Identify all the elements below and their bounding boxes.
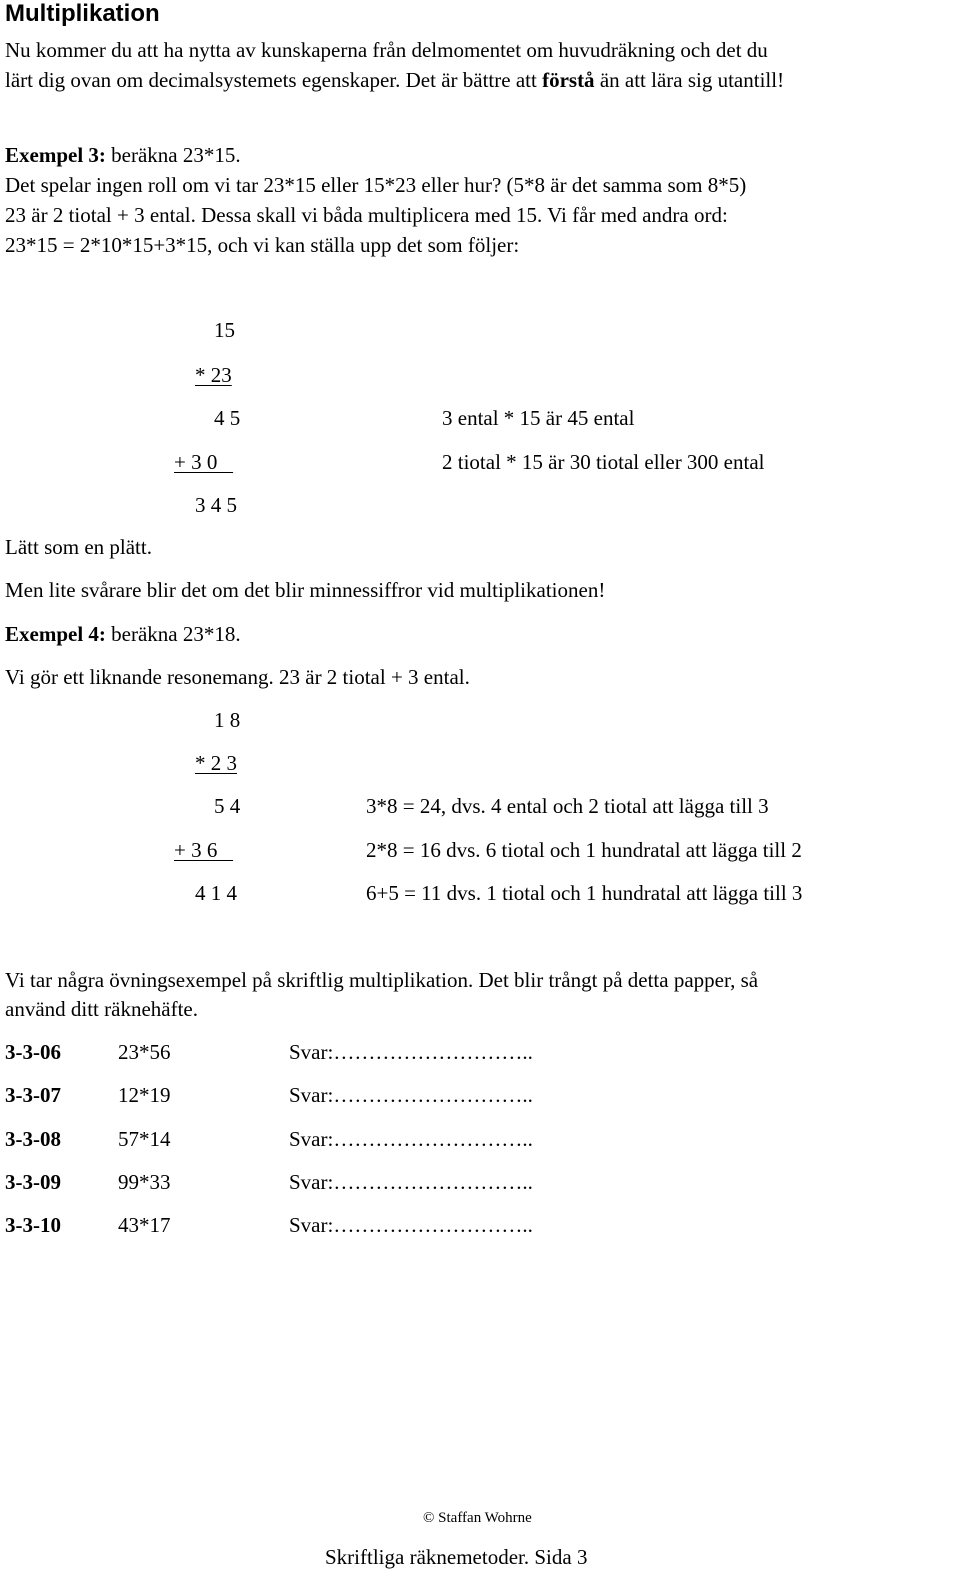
- exercise-id: 3-3-08: [5, 1127, 61, 1151]
- exercise-answer[interactable]: Svar:………………………..: [289, 1040, 533, 1064]
- calc3-note-1: 3 ental * 15 är 45 ental: [442, 406, 635, 430]
- example4-heading: Exempel 4: beräkna 23*18.: [5, 622, 241, 646]
- calc4-note-2: 2*8 = 16 dvs. 6 tiotal och 1 hundratal att lägga till 2: [366, 838, 802, 862]
- calc3-partial-2: + 3 0: [174, 450, 234, 474]
- copyright-notice: © Staffan Wohrne: [423, 1510, 532, 1526]
- calc4-note-1: 3*8 = 24, dvs. 4 ental och 2 tiotal att lägga till 3: [366, 794, 769, 818]
- intro-line-1: Nu kommer du att ha nytta av kunskaperna från delmomentet om huvudräkning och det du: [5, 38, 768, 62]
- easy-remark: Lätt som en plätt.: [5, 535, 152, 559]
- practice-line-2: använd ditt räknehäfte.: [5, 997, 198, 1021]
- intro-line-2: lärt dig ovan om decimalsystemets egenskaper. Det är bättre att förstå än att lära sig utantill!: [5, 68, 785, 92]
- example4-line-1: Vi gör ett liknande resonemang. 23 är 2 tiotal + 3 ental.: [5, 665, 470, 689]
- calc3-result: 3 4 5: [195, 493, 237, 517]
- exercise-id: 3-3-06: [5, 1040, 61, 1064]
- calc3-partial-1: 4 5: [214, 406, 241, 430]
- calc4-result: 4 1 4: [195, 881, 237, 905]
- exercise-id: 3-3-09: [5, 1170, 61, 1194]
- calc4-partial-2: + 3 6: [174, 838, 234, 862]
- exercise-answer[interactable]: Svar:………………………..: [289, 1170, 533, 1194]
- example3-heading: Exempel 3: beräkna 23*15.: [5, 143, 241, 167]
- calc3-multiplier: * 23: [195, 363, 232, 387]
- example3-line-1: Det spelar ingen roll om vi tar 23*15 eller 15*23 eller hur? (5*8 är det samma som 8*5): [5, 173, 747, 197]
- calc4-note-3: 6+5 = 11 dvs. 1 tiotal och 1 hundratal att lägga till 3: [366, 881, 803, 905]
- example3-line-3: 23*15 = 2*10*15+3*15, och vi kan ställa upp det som följer:: [5, 233, 520, 257]
- emphasis-understand: förstå: [542, 68, 595, 92]
- exercise-task: 57*14: [118, 1127, 171, 1151]
- exercise-answer[interactable]: Svar:………………………..: [289, 1213, 533, 1237]
- calc4-multiplier: * 2 3: [195, 751, 237, 775]
- exercise-task: 23*56: [118, 1040, 171, 1064]
- calc4-multiplicand: 1 8: [214, 708, 241, 732]
- exercise-id: 3-3-10: [5, 1213, 61, 1237]
- page-title: Multiplikation: [5, 0, 160, 27]
- practice-line-1: Vi tar några övningsexempel på skriftlig multiplikation. Det blir trångt på detta papper, så: [5, 968, 759, 992]
- exercise-answer[interactable]: Svar:………………………..: [289, 1083, 533, 1107]
- page-footer: Skriftliga räknemetoder. Sida 3: [325, 1545, 588, 1569]
- exercise-id: 3-3-07: [5, 1083, 61, 1107]
- calc3-note-2: 2 tiotal * 15 är 30 tiotal eller 300 ental: [442, 450, 765, 474]
- exercise-task: 12*19: [118, 1083, 171, 1107]
- harder-remark: Men lite svårare blir det om det blir minnessiffror vid multiplikationen!: [5, 578, 606, 602]
- calc4-partial-1: 5 4: [214, 794, 241, 818]
- exercise-task: 99*33: [118, 1170, 171, 1194]
- exercise-answer[interactable]: Svar:………………………..: [289, 1127, 533, 1151]
- calc3-multiplicand: 15: [214, 318, 235, 342]
- exercise-task: 43*17: [118, 1213, 171, 1237]
- example3-line-2: 23 är 2 tiotal + 3 ental. Dessa skall vi båda multiplicera med 15. Vi får med andra ord:: [5, 203, 728, 227]
